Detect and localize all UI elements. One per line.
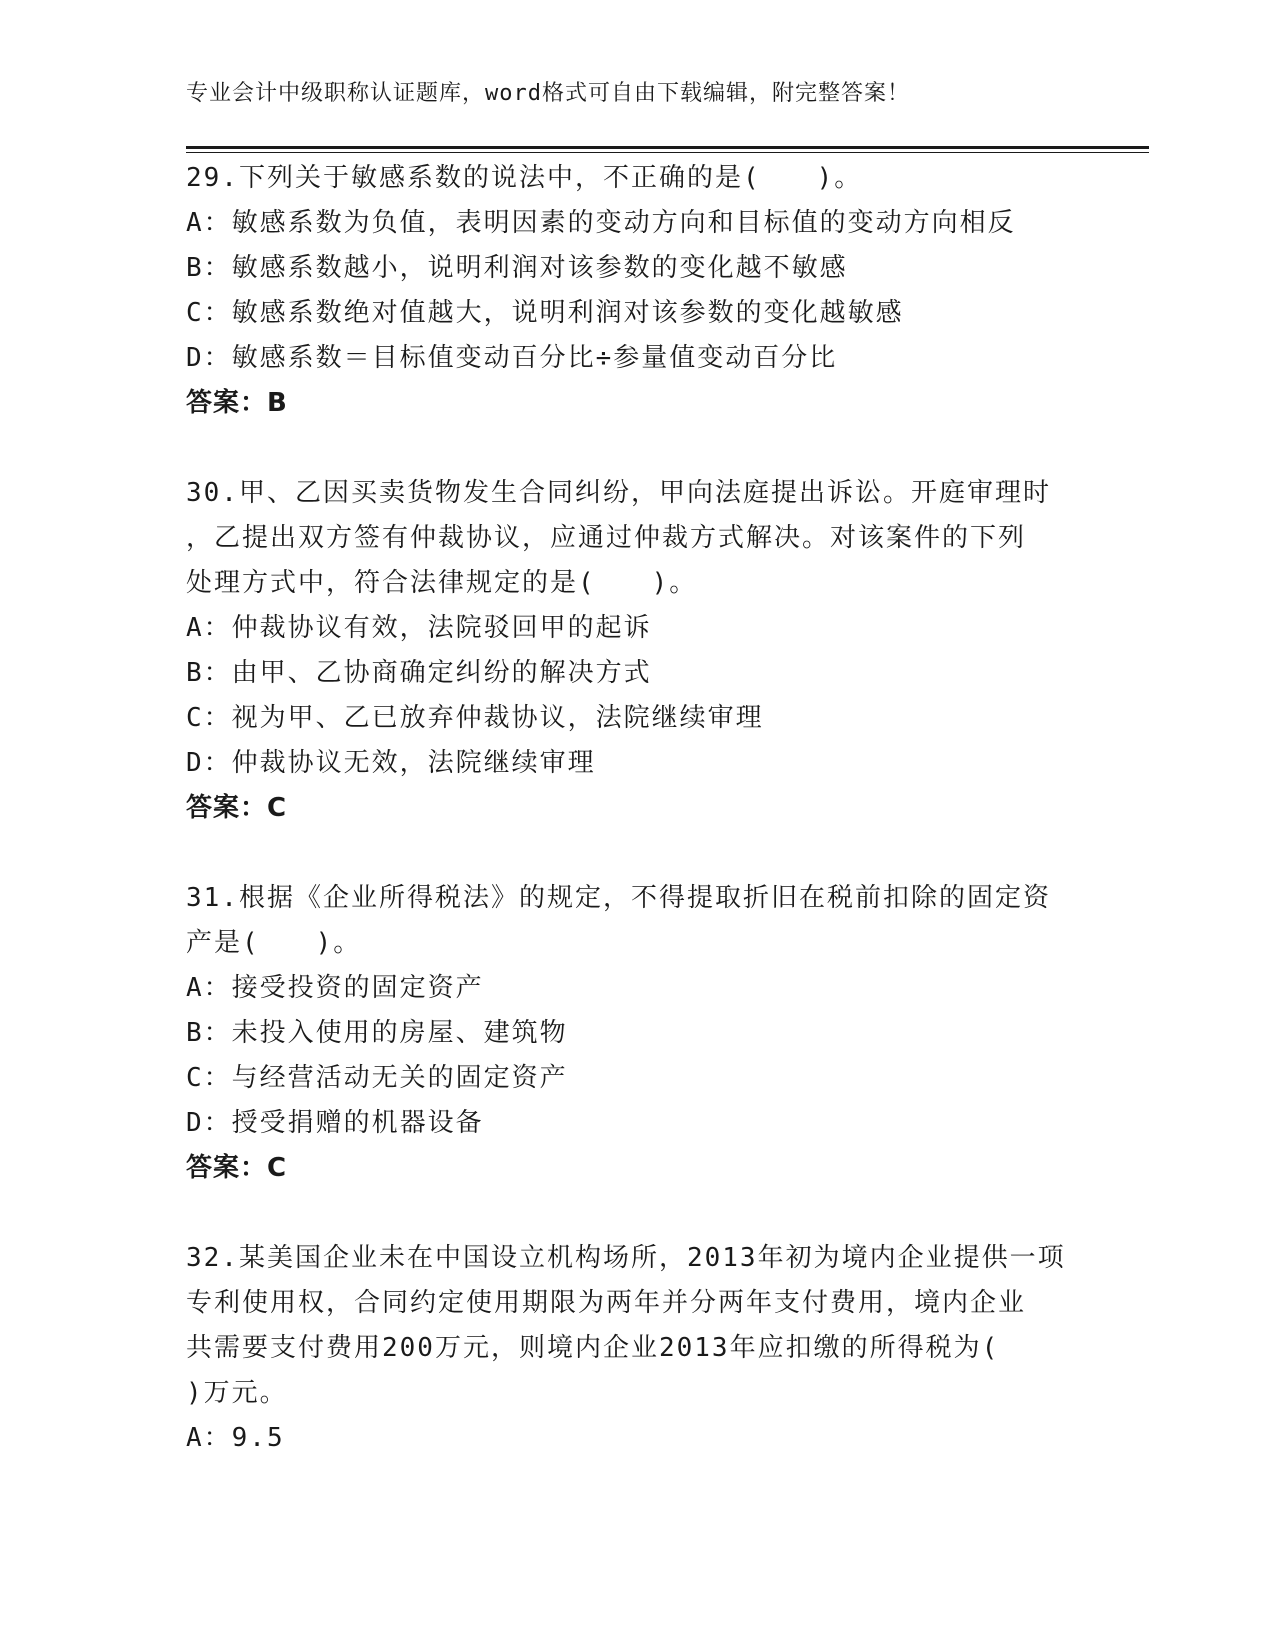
option-b: B：未投入使用的房屋、建筑物 (186, 1018, 568, 1048)
question-stem: 32.某美国企业未在中国设立机构场所，2013年初为境内企业提供一项 (186, 1243, 1066, 1273)
question-stem: 30.甲、乙因买卖货物发生合同纠纷，甲向法庭提出诉讼。开庭审理时 (186, 478, 1051, 508)
option-c: C：与经营活动无关的固定资产 (186, 1063, 568, 1093)
question-31 (186, 876, 1086, 1191)
option-d: D：授受捐赠的机器设备 (186, 1108, 484, 1138)
option-d: D：敏感系数＝目标值变动百分比÷参量值变动百分比 (186, 343, 838, 373)
question-stem: ，乙提出双方签有仲裁协议，应通过仲裁方式解决。对该案件的下列 (186, 523, 1027, 553)
question-stem: 处理方式中，符合法律规定的是( )。 (186, 568, 698, 598)
header-text: 专业会计中级职称认证题库，word格式可自由下载编辑，附完整答案！ (186, 81, 910, 106)
option-c: C：敏感系数绝对值越大，说明利润对该参数的变化越敏感 (186, 298, 904, 328)
option-a: A：接受投资的固定资产 (186, 973, 484, 1003)
question-29 (186, 156, 1086, 426)
question-stem: 产是( )。 (186, 928, 362, 958)
header-rule-thin (186, 152, 1149, 153)
option-a: A：9.5 (186, 1423, 285, 1453)
question-stem: 29.下列关于敏感系数的说法中，不正确的是( )。 (186, 163, 863, 193)
question-stem: 共需要支付费用200万元，则境内企业2013年应扣缴的所得税为( (186, 1333, 1000, 1363)
question-stem: )万元。 (186, 1378, 288, 1408)
answer: 答案：C (186, 1153, 288, 1183)
question-list (186, 156, 1086, 1506)
option-b: B：由甲、乙协商确定纠纷的解决方式 (186, 658, 652, 688)
option-a: A：敏感系数为负值，表明因素的变动方向和目标值的变动方向相反 (186, 208, 1016, 238)
option-b: B：敏感系数越小，说明利润对该参数的变化越不敏感 (186, 253, 848, 283)
answer: 答案：B (186, 388, 288, 418)
question-30 (186, 471, 1086, 831)
answer: 答案：C (186, 793, 288, 823)
question-32 (186, 1236, 1086, 1461)
question-stem: 31.根据《企业所得税法》的规定，不得提取折旧在税前扣除的固定资 (186, 883, 1051, 913)
question-stem: 专利使用权，合同约定使用期限为两年并分两年支付费用，境内企业 (186, 1288, 1027, 1318)
option-c: C：视为甲、乙已放弃仲裁协议，法院继续审理 (186, 703, 764, 733)
option-a: A：仲裁协议有效，法院驳回甲的起诉 (186, 613, 652, 643)
option-d: D：仲裁协议无效，法院继续审理 (186, 748, 596, 778)
header-rule-thick (186, 146, 1149, 149)
